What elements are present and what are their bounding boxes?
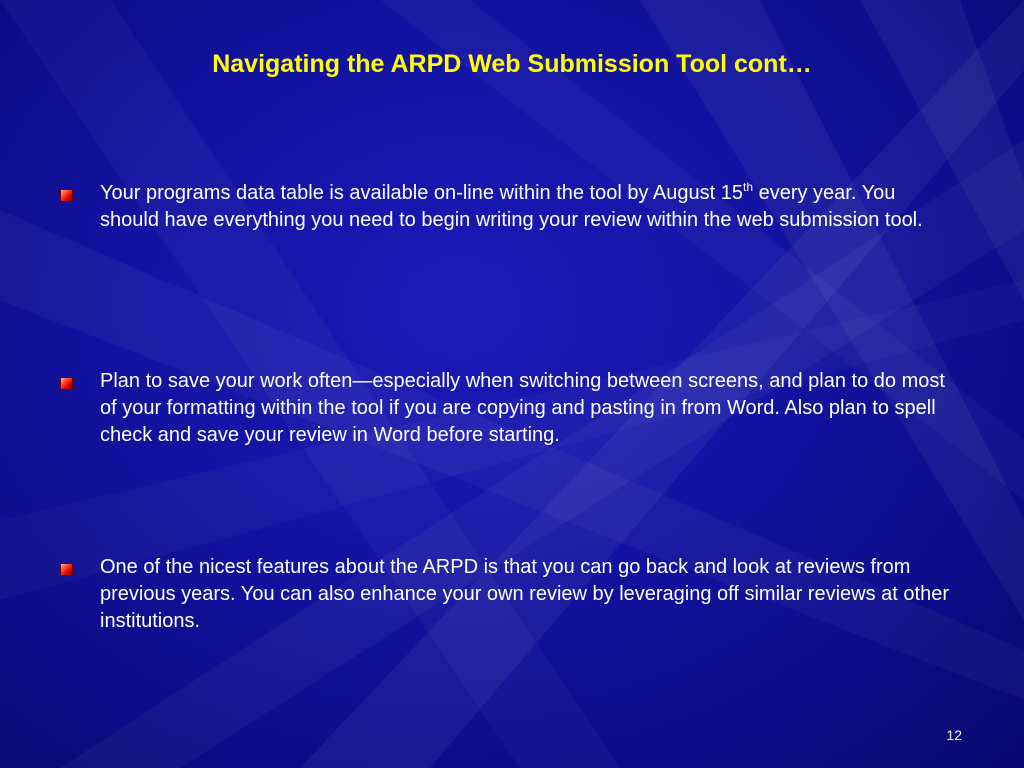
bullet-text: One of the nicest features about the ARPD is that you can go back and look at reviews from previous years. You can also enhance your own review by leveraging off similar reviews at other institutions. [100,556,949,632]
red-square-bullet-icon [60,563,73,576]
bullet-text: Plan to save your work often—especially when switching between screens, and plan to do most of your formatting within the tool if you are copying and pasting in from Word. Also plan to spell check and save your review in Word before starting. [100,370,945,446]
red-square-bullet-icon [60,377,73,390]
bullet-text [100,180,950,234]
red-square-bullet-icon [60,189,73,202]
slide-title: Navigating the ARPD Web Submission Tool cont… [212,50,812,78]
bullet-item [60,554,950,635]
ordinal-suffix: th [743,180,754,194]
bullet-item [60,180,950,234]
bullet-text-part: Your programs data table is available on-line within the tool by August 15 [100,182,743,204]
page-number: 12 [946,727,962,743]
bullet-text-part: every year. You should have everything you need to begin writing your review within the web submission tool. [100,182,923,231]
bullet-item [60,368,950,449]
